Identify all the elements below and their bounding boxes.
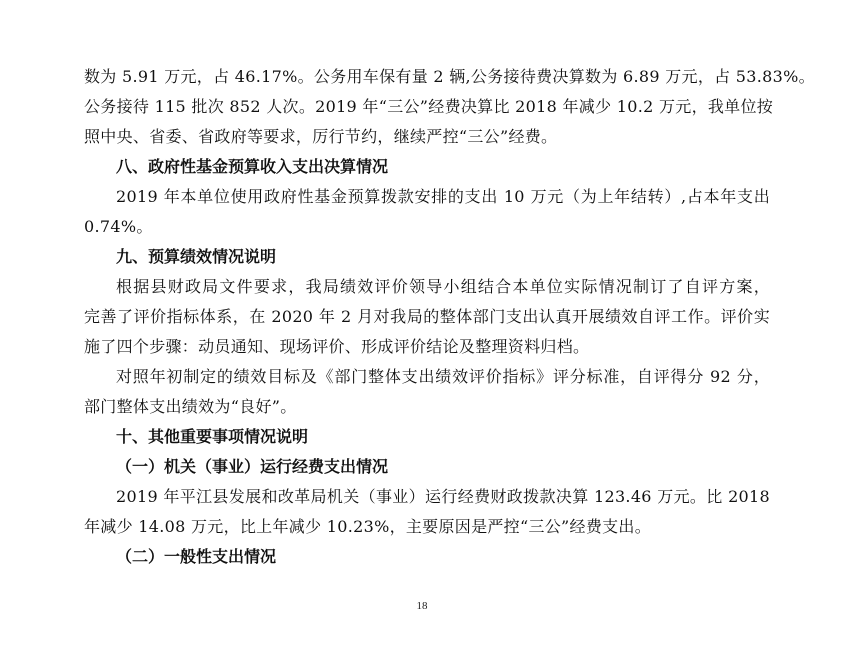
body-text-line: 照中央、省委、省政府等要求，厉行节约，继续严控“三公”经费。 (84, 127, 558, 146)
body-text-line: 公务接待 115 批次 852 人次。2019 年“三公”经费决算比 2018 年减少 10.2 万元，我单位按 (84, 97, 774, 116)
page-number: 18 (416, 600, 428, 612)
body-text-line: 根据县财政局文件要求，我局绩效评价领导小组结合本单位实际情况制订了自评方案， (116, 277, 770, 296)
body-text-line: 对照年初制定的绩效目标及《部门整体支出绩效评价指标》评分标准，自评得分 92 分， (116, 367, 770, 386)
body-text-line: 2019 年平江县发展和改革局机关（事业）运行经费财政拨款决算 123.46 万元。比 2018 (116, 487, 770, 506)
section-heading-9: 九、预算绩效情况说明 (116, 247, 277, 266)
page-content (84, 62, 815, 572)
subsection-heading-2: （二）一般性支出情况 (116, 547, 277, 566)
body-text-line: 0.74%。 (84, 217, 153, 236)
body-text-line: 数为 5.91 万元，占 46.17%。公务用车保有量 2 辆,公务接待费决算数为 6.89 万元，占 53.83%。 (84, 67, 815, 86)
body-text-line: 年减少 14.08 万元，比上年减少 10.23%，主要原因是严控“三公”经费支出。 (84, 517, 652, 536)
section-heading-8: 八、政府性基金预算收入支出决算情况 (116, 157, 389, 176)
body-text-line: 完善了评价指标体系，在 2020 年 2 月对我局的整体部门支出认真开展绩效自评工作。评价实 (84, 307, 770, 326)
body-text-line: 部门整体支出绩效为“良好”。 (84, 397, 297, 416)
body-text-line: 2019 年本单位使用政府性基金预算拨款安排的支出 10 万元（为上年结转）,占本年支出 (116, 187, 770, 206)
body-text-line: 施了四个步骤：动员通知、现场评价、形成评价结论及整理资料归档。 (84, 337, 590, 356)
subsection-heading-1: （一）机关（事业）运行经费支出情况 (116, 457, 389, 476)
section-heading-10: 十、其他重要事项情况说明 (116, 427, 309, 446)
